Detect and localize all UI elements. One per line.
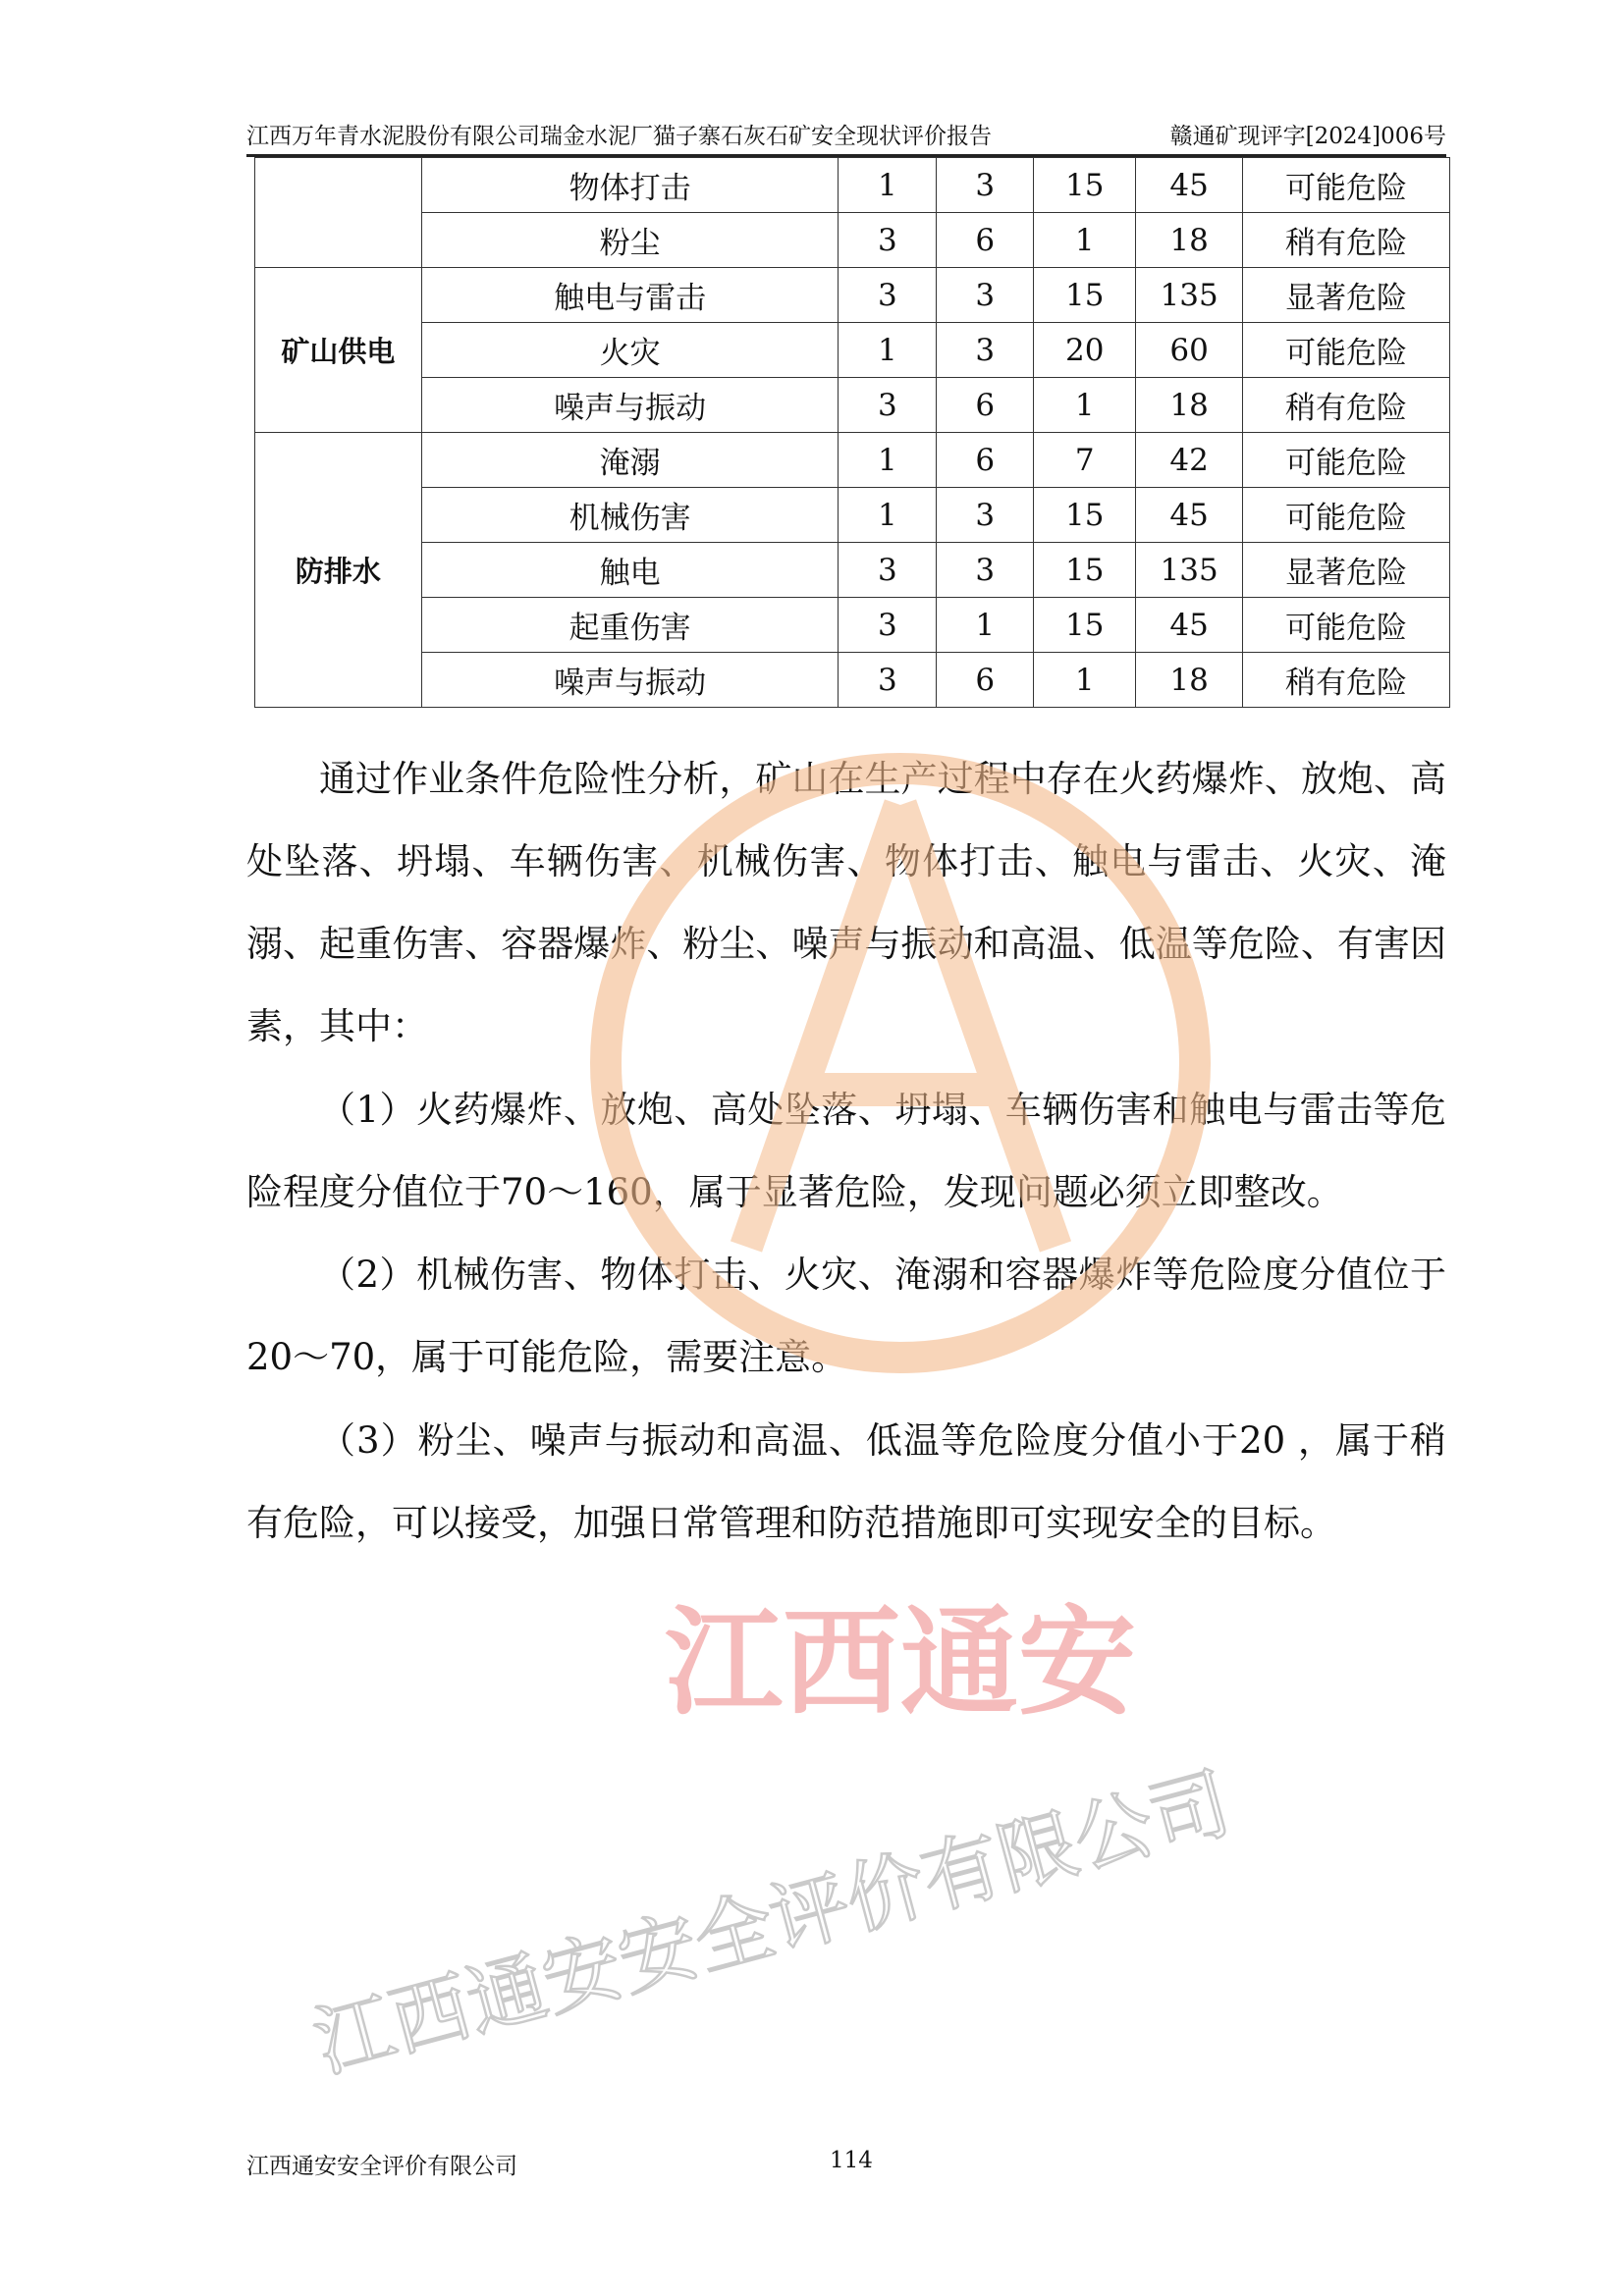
table-row [255, 378, 1450, 433]
l-cell: 3 [839, 213, 937, 268]
level-cell: 可能危险 [1243, 323, 1450, 378]
e-cell: 6 [937, 213, 1034, 268]
l-cell: 1 [839, 323, 937, 378]
level-cell: 稍有危险 [1243, 653, 1450, 708]
level-cell: 显著危险 [1243, 543, 1450, 598]
e-cell: 6 [937, 433, 1034, 488]
item-1: （1）火药爆炸、放炮、高处坠落、坍塌、车辆伤害和触电与雷击等危险程度分值位于70～160，属于显著危险，发现问题必须立即整改。 [246, 1089, 1446, 1213]
d-cell: 45 [1136, 598, 1243, 653]
d-cell: 18 [1136, 653, 1243, 708]
d-cell: 60 [1136, 323, 1243, 378]
e-cell: 1 [937, 598, 1034, 653]
table-row [255, 158, 1450, 213]
c-cell: 15 [1034, 488, 1136, 543]
category-cell: 矿山供电 [255, 268, 422, 433]
document-number: 赣通矿现评字[2024]006号 [1169, 124, 1446, 149]
hazard-cell: 粉尘 [421, 213, 839, 268]
hazard-cell: 淹溺 [421, 433, 839, 488]
l-cell: 3 [839, 378, 937, 433]
hazard-cell: 噪声与振动 [421, 653, 839, 708]
d-cell: 42 [1136, 433, 1243, 488]
running-header [246, 118, 1446, 150]
level-cell: 显著危险 [1243, 268, 1450, 323]
level-cell: 可能危险 [1243, 598, 1450, 653]
l-cell: 1 [839, 158, 937, 213]
table-row [255, 488, 1450, 543]
e-cell: 6 [937, 653, 1034, 708]
c-cell: 1 [1034, 653, 1136, 708]
level-cell: 可能危险 [1243, 433, 1450, 488]
hazard-cell: 起重伤害 [421, 598, 839, 653]
l-cell: 1 [839, 488, 937, 543]
table-row [255, 323, 1450, 378]
item-2: （2）机械伤害、物体打击、火灾、淹溺和容器爆炸等危险度分值位于20～70，属于可能危险，需要注意。 [246, 1254, 1446, 1378]
watermark-logo-text: 江西通安 [665, 1595, 1136, 1732]
table-row [255, 433, 1450, 488]
d-cell: 45 [1136, 158, 1243, 213]
table-row [255, 213, 1450, 268]
d-cell: 18 [1136, 378, 1243, 433]
table-row [255, 268, 1450, 323]
level-cell: 稍有危险 [1243, 378, 1450, 433]
e-cell: 3 [937, 158, 1034, 213]
e-cell: 3 [937, 488, 1034, 543]
level-cell: 可能危险 [1243, 488, 1450, 543]
e-cell: 6 [937, 378, 1034, 433]
c-cell: 15 [1034, 598, 1136, 653]
level-cell: 稍有危险 [1243, 213, 1450, 268]
d-cell: 18 [1136, 213, 1243, 268]
d-cell: 135 [1136, 268, 1243, 323]
l-cell: 1 [839, 433, 937, 488]
c-cell: 15 [1034, 158, 1136, 213]
level-cell: 可能危险 [1243, 158, 1450, 213]
hazard-cell: 触电 [421, 543, 839, 598]
category-cell: 防排水 [255, 433, 422, 708]
page-number: 114 [830, 2148, 873, 2173]
l-cell: 3 [839, 653, 937, 708]
c-cell: 15 [1034, 543, 1136, 598]
c-cell: 7 [1034, 433, 1136, 488]
hazard-cell: 噪声与振动 [421, 378, 839, 433]
footer-company: 江西通安安全评价有限公司 [246, 2154, 517, 2179]
l-cell: 3 [839, 268, 937, 323]
table-row [255, 653, 1450, 708]
table-row [255, 598, 1450, 653]
d-cell: 45 [1136, 488, 1243, 543]
hazard-table [254, 157, 1450, 708]
watermark-diagonal-text: 江西通安安全评价有限公司 [304, 1757, 1240, 2090]
intro-paragraph: 通过作业条件危险性分析，矿山在生产过程中存在火药爆炸、放炮、高处坠落、坍塌、车辆伤害、机械伤害、物体打击、触电与雷击、火灾、淹溺、起重伤害、容器爆炸、粉尘、噪声与振动和高温、低温等危险、有害因素，其中： [246, 758, 1446, 1047]
item-3: （3）粉尘、噪声与振动和高温、低温等危险度分值小于20 ，属于稍有危险，可以接受，加强日常管理和防范措施即可实现安全的目标。 [246, 1419, 1446, 1544]
l-cell: 3 [839, 598, 937, 653]
c-cell: 20 [1034, 323, 1136, 378]
e-cell: 3 [937, 323, 1034, 378]
c-cell: 1 [1034, 213, 1136, 268]
l-cell: 3 [839, 543, 937, 598]
c-cell: 1 [1034, 378, 1136, 433]
e-cell: 3 [937, 268, 1034, 323]
d-cell: 135 [1136, 543, 1243, 598]
report-title: 江西万年青水泥股份有限公司瑞金水泥厂猫子寨石灰石矿安全现状评价报告 [246, 124, 992, 149]
table-row [255, 543, 1450, 598]
hazard-cell: 触电与雷击 [421, 268, 839, 323]
hazard-cell: 物体打击 [421, 158, 839, 213]
hazard-cell: 机械伤害 [421, 488, 839, 543]
hazard-cell: 火灾 [421, 323, 839, 378]
category-cell [255, 158, 422, 268]
c-cell: 15 [1034, 268, 1136, 323]
e-cell: 3 [937, 543, 1034, 598]
